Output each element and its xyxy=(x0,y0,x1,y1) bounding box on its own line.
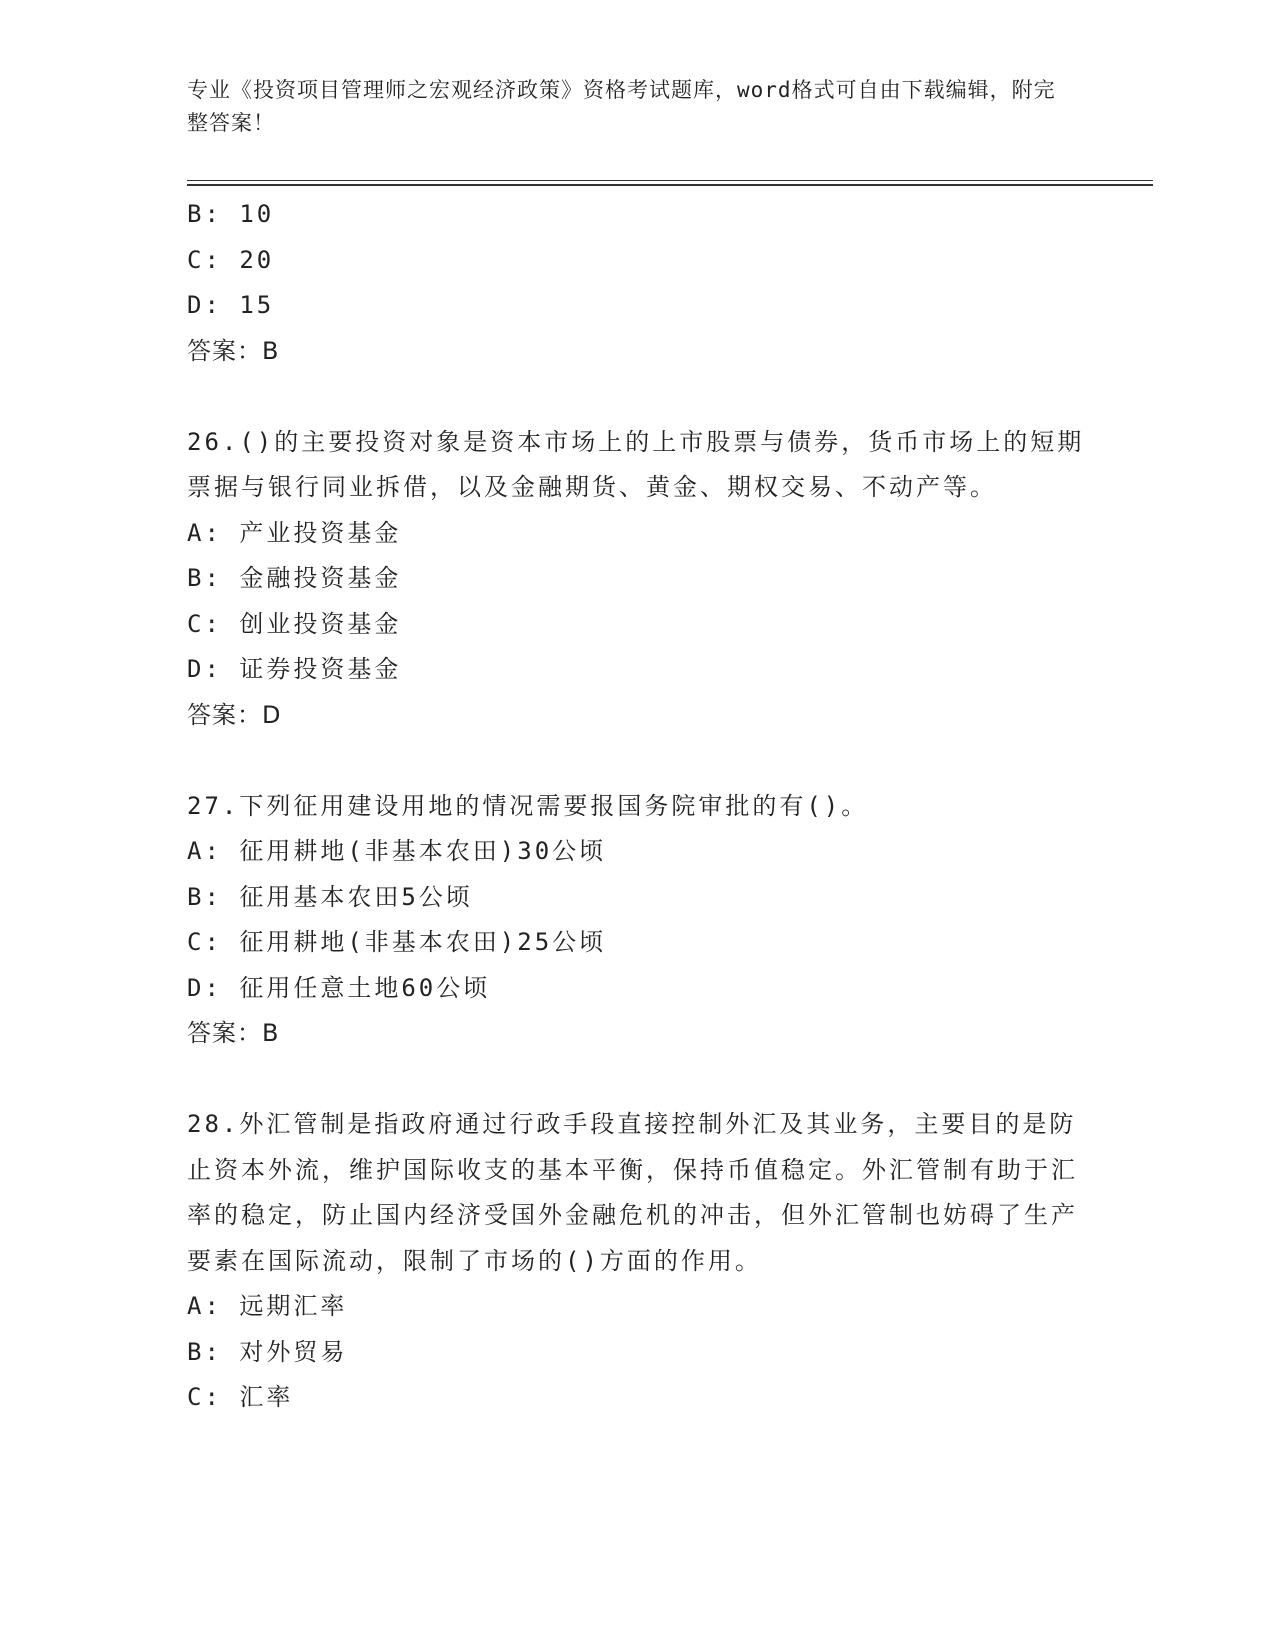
option: D: 证券投资基金 xyxy=(187,655,402,683)
option: B: 征用基本农田5公顷 xyxy=(187,882,473,911)
option: C: 汇率 xyxy=(187,1383,294,1411)
answer: 答案：B xyxy=(187,336,280,365)
option: D: 15 xyxy=(187,291,275,319)
header-divider xyxy=(187,180,1153,181)
question-text: 26.()的主要投资对象是资本市场上的上市股票与债券，货币市场上的短期票据与银行同业拆借，以及金融期货、黄金、期权交易、不动产等。 xyxy=(187,427,1085,501)
answer: 答案：D xyxy=(187,700,282,729)
question-content xyxy=(187,192,1087,1421)
question-text: 27.下列征用建设用地的情况需要报国务院审批的有()。 xyxy=(187,791,869,820)
option: B: 金融投资基金 xyxy=(187,564,402,592)
option: A: 征用耕地(非基本农田)30公顷 xyxy=(187,837,607,865)
option: C: 征用耕地(非基本农田)25公顷 xyxy=(187,928,607,956)
option: C: 创业投资基金 xyxy=(187,609,402,638)
option: B: 10 xyxy=(187,200,275,228)
option: A: 产业投资基金 xyxy=(187,518,402,547)
document-header: 专业《投资项目管理师之宏观经济政策》资格考试题库，word格式可自由下载编辑，附完整答案！ xyxy=(187,78,1056,135)
option: B: 对外贸易 xyxy=(187,1337,348,1366)
answer: 答案：B xyxy=(187,1019,280,1047)
option: A: 远期汇率 xyxy=(187,1292,348,1320)
question-text: 28.外汇管制是指政府通过行政手段直接控制外汇及其业务，主要目的是防止资本外流，维护国际收支的基本平衡，保持币值稳定。外汇管制有助于汇率的稳定，防止国内经济受国外金融危机的冲击，但外汇管制也妨碍了生产要素在国际流动，限制了市场的()方面的作用。 xyxy=(187,1110,1078,1275)
header-divider-thick xyxy=(187,184,1153,186)
option: C: 20 xyxy=(187,245,275,274)
option: D: 征用任意土地60公顷 xyxy=(187,973,491,1002)
